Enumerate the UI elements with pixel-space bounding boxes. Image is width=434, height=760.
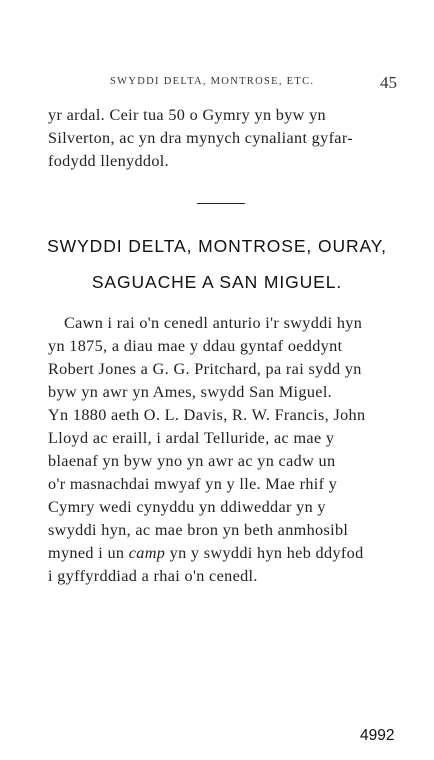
text-line: yn 1875, a diau mae y ddau gyntaf oeddynt: [48, 337, 343, 355]
running-title: SWYDDI DELTA, MONTROSE, ETC.: [110, 76, 315, 87]
text-line: yr ardal. Ceir tua 50 o Gymry yn byw yn: [48, 106, 326, 124]
page-number: 45: [380, 73, 397, 92]
section-paragraph: [48, 312, 398, 588]
section-heading-line-1: SWYDDI DELTA, MONTROSE, OURAY,: [47, 236, 387, 256]
text-line: i gyffyrddiad a rhai o'n cenedl.: [48, 567, 258, 585]
text-line: Cawn i rai o'n cenedl anturio i'r swyddi hyn: [64, 314, 363, 332]
text-line: fodydd llenyddol.: [48, 152, 170, 170]
text-line: o'r masnachdai mwyaf yn y lle. Mae rhif y: [48, 475, 338, 493]
text-line: Robert Jones a G. G. Pritchard, pa rai sydd yn: [48, 360, 362, 378]
section-heading-line-2: SAGUACHE A SAN MIGUEL.: [91, 272, 343, 292]
text-line: blaenaf yn byw yno yn awr ac yn cadw un: [48, 452, 336, 470]
catalog-number: 4992: [360, 727, 395, 744]
italic-word: camp: [128, 544, 166, 562]
text-line: [48, 542, 398, 565]
text-line: byw yn awr yn Ames, swydd San Miguel.: [48, 383, 333, 401]
text-line: swyddi hyn, ac mae bron yn beth anmhosibl: [48, 521, 349, 539]
text-line: Yn 1880 aeth O. L. Davis, R. W. Francis, John: [48, 406, 366, 424]
section-divider: [197, 203, 245, 204]
text-line: Silverton, ac yn dra mynych cynaliant gyfar-: [48, 129, 354, 147]
text-line: Cymry wedi cynyddu yn ddiweddar yn y: [48, 498, 326, 516]
paragraph-continued: [48, 104, 398, 173]
text-line: Lloyd ac eraill, i ardal Telluride, ac mae y: [48, 429, 335, 447]
text-segment: yn y swyddi hyn heb ddyfod: [169, 544, 364, 562]
text-segment: myned i un: [48, 544, 125, 562]
running-head: [0, 73, 434, 94]
